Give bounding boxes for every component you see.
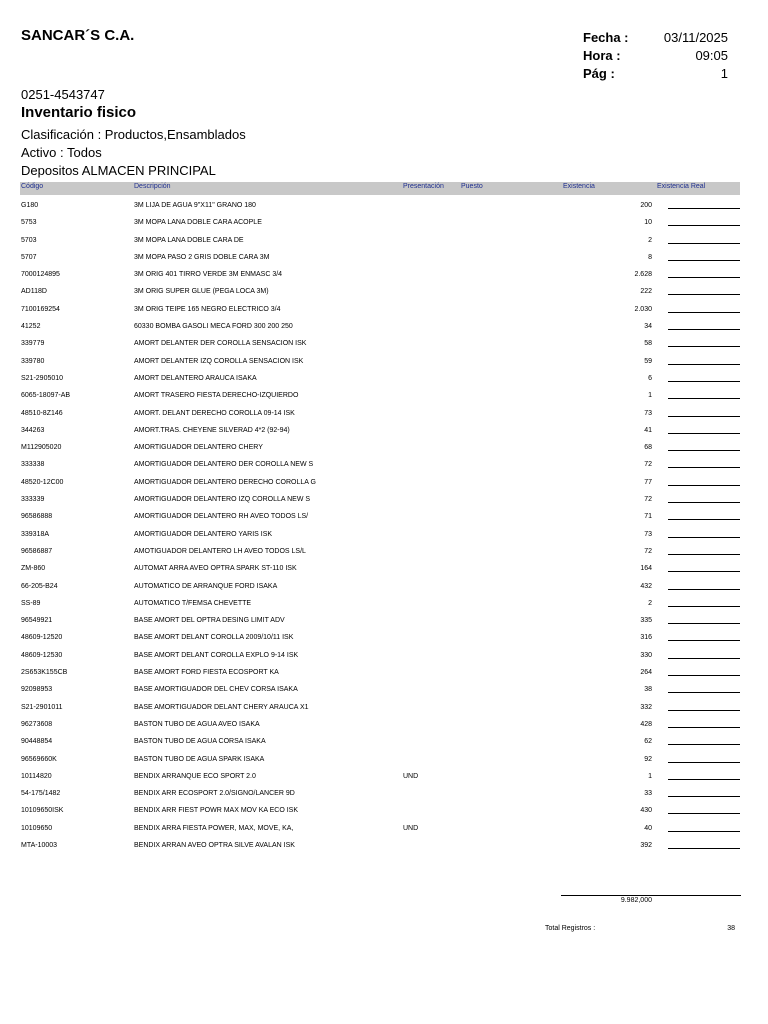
item-stock: 73 [644, 409, 652, 417]
real-stock-blank-line [668, 623, 740, 624]
real-stock-blank-line [668, 225, 740, 226]
table-row [0, 283, 768, 300]
real-stock-blank-line [668, 571, 740, 572]
item-code: 96273608 [21, 720, 53, 728]
item-stock: 71 [644, 513, 652, 521]
table-row [0, 335, 768, 352]
real-stock-blank-line [668, 710, 740, 711]
time-value: 09:05 [695, 48, 728, 63]
item-description: BASE AMORTIGUADOR DELANT CHERY ARAUCA X1 [134, 703, 309, 711]
item-stock: 316 [640, 634, 652, 642]
item-code: 7000124895 [21, 271, 60, 279]
item-stock: 2.628 [634, 271, 652, 279]
real-stock-blank-line [668, 831, 740, 832]
item-stock: 62 [644, 738, 652, 746]
total-records-label: Total Registros : [545, 925, 596, 932]
real-stock-blank-line [668, 554, 740, 555]
real-stock-blank-line [668, 208, 740, 209]
real-stock-blank-line [668, 467, 740, 468]
table-row [0, 353, 768, 370]
item-description: AMORT.TRAS. CHEYENE SILVERAD 4*2 (92-94) [134, 426, 290, 434]
item-stock: 34 [644, 323, 652, 331]
table-row [0, 405, 768, 422]
item-code: 10109650ISK [21, 807, 64, 815]
item-code: 48510-8Z146 [21, 409, 63, 417]
stock-total: 9.982,000 [620, 897, 652, 904]
item-code: 41252 [21, 323, 41, 331]
item-description: AMORT DELANTERO ARAUCA ISAKA [134, 374, 257, 382]
real-stock-blank-line [668, 312, 740, 313]
real-stock-blank-line [668, 796, 740, 797]
table-row [0, 197, 768, 214]
item-description: BASTON TUBO DE AGUA CORSA ISAKA [134, 738, 266, 746]
table-row [0, 474, 768, 491]
table-row [0, 266, 768, 283]
item-stock: 58 [644, 340, 652, 348]
item-stock: 92 [644, 755, 652, 763]
item-stock: 432 [640, 582, 652, 590]
item-presentation: UND [403, 824, 419, 832]
item-code: 10114820 [21, 772, 52, 780]
table-row [0, 508, 768, 525]
item-code: 96586887 [21, 547, 53, 555]
table-row [0, 716, 768, 733]
item-code: 5753 [21, 219, 37, 227]
item-stock: 77 [644, 478, 652, 486]
item-description: BENDIX ARR ECOSPORT 2.0/SIGNO/LANCER 9D [134, 790, 295, 798]
item-description: AUTOMAT ARRA AVEO OPTRA SPARK ST-110 ISK [134, 565, 297, 573]
table-row [0, 560, 768, 577]
table-row [0, 837, 768, 854]
total-divider [561, 895, 741, 896]
real-stock-blank-line [668, 243, 740, 244]
table-row [0, 802, 768, 819]
real-stock-blank-line [668, 537, 740, 538]
item-code: 333339 [21, 496, 45, 504]
item-description: 3M LIJA DE AGUA 9"X11" GRANO 180 [134, 202, 256, 209]
item-code: 6065-18097-AB [21, 392, 71, 400]
item-stock: 73 [644, 530, 652, 538]
item-code: S21-2905010 [21, 374, 64, 382]
item-code: 5703 [21, 236, 37, 244]
item-code: 5707 [21, 253, 37, 261]
item-stock: 68 [644, 444, 652, 452]
item-stock: 72 [644, 547, 652, 555]
time-label: Hora : [583, 48, 621, 63]
table-row [0, 681, 768, 698]
table-row [0, 214, 768, 231]
item-description: AMOTIGUADOR DELANTERO LH AVEO TODOS LS/L [134, 547, 306, 555]
real-stock-blank-line [668, 589, 740, 590]
item-code: SS-89 [21, 599, 41, 607]
real-stock-blank-line [668, 329, 740, 330]
real-stock-blank-line [668, 450, 740, 451]
item-stock: 392 [640, 841, 652, 849]
table-header [20, 182, 740, 195]
item-description: AMORTIGUADOR DELANTERO DERECHO COROLLA G [134, 478, 316, 486]
item-stock: 8 [648, 253, 652, 261]
date-value: 03/11/2025 [663, 30, 728, 45]
table-row [0, 820, 768, 837]
item-stock: 335 [640, 617, 652, 625]
table-row [0, 629, 768, 646]
column-header-real-stock: Existencia Real [657, 183, 706, 190]
real-stock-blank-line [668, 398, 740, 399]
table-row [0, 785, 768, 802]
item-description: AMORT. DELANT DERECHO COROLLA 09-14 ISK [134, 409, 295, 417]
table-row [0, 249, 768, 266]
item-description: 3M ORIG 401 TIRRO VERDE 3M ENMASC 3/4 [134, 271, 283, 279]
real-stock-blank-line [668, 346, 740, 347]
table-row [0, 647, 768, 664]
item-stock: 332 [640, 703, 652, 711]
item-code: G180 [21, 202, 39, 209]
real-stock-blank-line [668, 848, 740, 849]
table-row [0, 422, 768, 439]
item-description: BASE AMORT DELANT COROLLA EXPLO 9-14 ISK [134, 651, 299, 659]
report-title: Inventario fisico [21, 104, 137, 121]
item-stock: 330 [640, 651, 652, 659]
item-code: AD118D [21, 288, 47, 296]
real-stock-blank-line [668, 606, 740, 607]
real-stock-blank-line [668, 519, 740, 520]
item-stock: 10 [644, 219, 652, 227]
item-presentation: UND [403, 772, 419, 780]
item-stock: 430 [640, 807, 652, 815]
item-description: AMORT DELANTER DER COROLLA SENSACION ISK [134, 340, 307, 348]
item-code: 48609-12520 [21, 634, 63, 642]
real-stock-blank-line [668, 675, 740, 676]
column-header-position: Puesto [461, 183, 483, 190]
item-stock: 33 [644, 790, 652, 798]
item-stock: 38 [644, 686, 652, 694]
item-description: BENDIX ARRANQUE ECO SPORT 2.0 [134, 772, 256, 780]
item-stock: 164 [640, 565, 652, 573]
item-description: 3M MOPA LANA DOBLE CARA ACOPLE [134, 219, 262, 227]
table-row [0, 301, 768, 318]
item-description: 3M ORIG TEIPE 165 NEGRO ELECTRICO 3/4 [134, 305, 281, 313]
table-row [0, 439, 768, 456]
item-stock: 200 [640, 202, 652, 209]
item-code: 333338 [21, 461, 45, 469]
item-code: 2S653K155CB [21, 669, 68, 677]
item-code: 339780 [21, 357, 45, 365]
item-code: 96549921 [21, 617, 53, 625]
item-description: BENDIX ARR FIEST POWR MAX MOV KA ECO ISK [134, 807, 299, 815]
item-code: 92098953 [21, 686, 53, 694]
item-stock: 1 [648, 392, 652, 400]
item-code: 10109650 [21, 824, 53, 832]
real-stock-blank-line [668, 364, 740, 365]
table-row [0, 751, 768, 768]
table-row [0, 664, 768, 681]
table-row [0, 456, 768, 473]
item-description: AMORTIGUADOR DELANTERO CHERY [134, 444, 263, 452]
item-code: 66-205-B24 [21, 582, 58, 590]
item-description: BENDIX ARRAN AVEO OPTRA SILVE AVALAN ISK [134, 841, 295, 849]
real-stock-blank-line [668, 762, 740, 763]
item-description: BASTON TUBO DE AGUA SPARK ISAKA [134, 755, 265, 763]
item-stock: 59 [644, 357, 652, 365]
item-description: BENDIX ARRA FIESTA POWER, MAX, MOVE, KA, [134, 824, 294, 832]
item-stock: 72 [644, 461, 652, 469]
date-label: Fecha : [583, 30, 629, 45]
table-row [0, 699, 768, 716]
item-stock: 72 [644, 496, 652, 504]
table-row [0, 526, 768, 543]
item-code: 90448854 [21, 738, 53, 746]
item-code: 96569660K [21, 755, 57, 763]
real-stock-blank-line [668, 640, 740, 641]
real-stock-blank-line [668, 692, 740, 693]
table-row [0, 370, 768, 387]
real-stock-blank-line [668, 658, 740, 659]
real-stock-blank-line [668, 502, 740, 503]
company-name: SANCAR´S C.A. [21, 27, 135, 44]
item-stock: 1 [648, 772, 652, 780]
item-description: AMORT TRASERO FIESTA DERECHO-IZQUIERDO [134, 392, 299, 400]
item-description: BASTON TUBO DE AGUA AVEO ISAKA [134, 720, 260, 728]
item-stock: 41 [644, 426, 652, 434]
item-description: 60330 BOMBA GASOLI MECA FORD 300 200 250 [134, 323, 293, 331]
item-stock: 222 [640, 288, 652, 296]
item-description: AMORTIGUADOR DELANTERO DER COROLLA NEW S [134, 461, 314, 469]
item-description: AUTOMATICO T/FEMSA CHEVETTE [134, 599, 252, 607]
item-code: MTA-10003 [21, 841, 58, 849]
real-stock-blank-line [668, 813, 740, 814]
table-row [0, 768, 768, 785]
item-code: 344263 [21, 426, 45, 434]
item-code: 339779 [21, 340, 45, 348]
real-stock-blank-line [668, 433, 740, 434]
column-header-stock: Existencia [563, 183, 595, 190]
item-description: AUTOMATICO DE ARRANQUE FORD ISAKA [134, 582, 278, 590]
inventory-table-body [0, 197, 768, 854]
item-description: AMORT DELANTER IZQ COROLLA SENSACION ISK [134, 357, 304, 365]
column-header-code: Código [21, 183, 44, 190]
table-row [0, 491, 768, 508]
item-description: 3M ORIG SUPER GLUE (PEGA LOCA 3M) [134, 288, 269, 296]
item-code: ZM-860 [21, 565, 46, 573]
real-stock-blank-line [668, 485, 740, 486]
item-description: AMORTIGUADOR DELANTERO YARIS ISK [134, 530, 273, 538]
column-header-description: Descripción [134, 183, 171, 190]
item-description: AMORTIGUADOR DELANTERO IZQ COROLLA NEW S [134, 496, 311, 504]
item-code: 7100169254 [21, 305, 60, 313]
table-row [0, 232, 768, 249]
item-code: M112905020 [21, 444, 62, 452]
item-stock: 2 [648, 236, 652, 244]
item-description: BASE AMORT DELANT COROLLA 2009/10/11 ISK [134, 634, 294, 642]
real-stock-blank-line [668, 727, 740, 728]
real-stock-blank-line [668, 294, 740, 295]
item-description: 3M MOPA LANA DOBLE CARA DE [134, 236, 244, 244]
page-value: 1 [720, 66, 728, 81]
active-filter: Activo : Todos [21, 145, 102, 160]
item-code: 48609-12530 [21, 651, 63, 659]
item-code: S21-2901011 [21, 703, 63, 711]
real-stock-blank-line [668, 779, 740, 780]
table-row [0, 578, 768, 595]
table-row [0, 733, 768, 750]
column-header-presentation: Presentación [403, 183, 444, 190]
page-label: Pág : [583, 66, 615, 81]
item-description: AMORTIGUADOR DELANTERO RH AVEO TODOS LS/ [134, 513, 309, 521]
item-code: 54-175/1482 [21, 790, 61, 798]
real-stock-blank-line [668, 260, 740, 261]
item-stock: 40 [644, 824, 652, 832]
item-description: 3M MOPA PASO 2 GRIS DOBLE CARA 3M [134, 253, 270, 261]
item-description: BASE AMORT DEL OPTRA DESING LIMIT ADV [134, 617, 285, 625]
table-row [0, 543, 768, 560]
table-row [0, 387, 768, 404]
real-stock-blank-line [668, 744, 740, 745]
real-stock-blank-line [668, 416, 740, 417]
item-description: BASE AMORT FORD FIESTA ECOSPORT KA [134, 669, 279, 677]
item-stock: 6 [648, 374, 652, 382]
table-row [0, 612, 768, 629]
item-stock: 2.030 [634, 305, 652, 313]
item-code: 339318A [21, 530, 50, 538]
warehouse-filter: Depositos ALMACEN PRINCIPAL [21, 163, 216, 178]
real-stock-blank-line [668, 277, 740, 278]
item-stock: 2 [648, 599, 652, 607]
item-code: 48520-12C00 [21, 478, 64, 486]
table-row [0, 595, 768, 612]
item-description: BASE AMORTIGUADOR DEL CHEV CORSA ISAKA [134, 686, 298, 694]
item-stock: 264 [640, 669, 652, 677]
total-records-value: 38 [727, 925, 735, 932]
classification-filter: Clasificación : Productos,Ensamblados [21, 127, 246, 142]
table-row [0, 318, 768, 335]
item-stock: 428 [640, 720, 652, 728]
real-stock-blank-line [668, 381, 740, 382]
item-code: 96586888 [21, 513, 53, 521]
phone-number: 0251-4543747 [21, 87, 105, 102]
